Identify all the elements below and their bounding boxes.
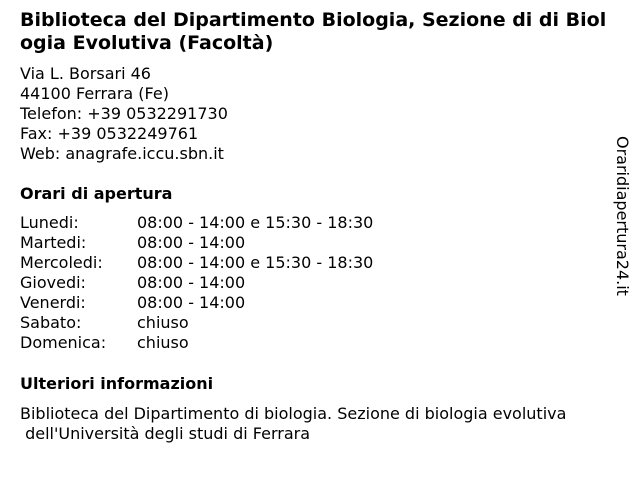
hours-time: chiuso — [137, 313, 189, 332]
hours-day: Giovedi: — [20, 273, 86, 292]
hours-day: Martedi: — [20, 233, 87, 252]
web-line: Web: anagrafe.iccu.sbn.it — [20, 144, 224, 163]
hours-day: Domenica: — [20, 333, 107, 352]
contact-block — [20, 64, 228, 164]
city-line: 44100 Ferrara (Fe) — [20, 84, 169, 103]
hours-heading: Orari di apertura — [20, 184, 173, 203]
hours-time: 08:00 - 14:00 e 15:30 - 18:30 — [137, 213, 374, 232]
hours-time: 08:00 - 14:00 — [137, 293, 246, 312]
phone-line: Telefon: +39 0532291730 — [20, 104, 228, 123]
info-text: Biblioteca del Dipartimento di biologia. Sezione di biologia evolutiva dell'Università degli studi di Ferrara — [20, 404, 567, 443]
address-line: Via L. Borsari 46 — [20, 64, 151, 83]
side-brand-text: Oraridiapertura24.it — [613, 136, 632, 296]
hours-time: 08:00 - 14:00 — [137, 233, 246, 252]
side-brand-container — [612, 136, 632, 312]
hours-day: Sabato: — [20, 313, 82, 332]
page-title: Biblioteca del Dipartimento Biologia, Sezione di di Biologia Evolutiva (Facoltà) — [20, 9, 607, 54]
hours-time: chiuso — [137, 333, 189, 352]
fax-line: Fax: +39 0532249761 — [20, 124, 199, 143]
hours-day: Venerdi: — [20, 293, 86, 312]
hours-time: 08:00 - 14:00 e 15:30 - 18:30 — [137, 253, 374, 272]
hours-time: 08:00 - 14:00 — [137, 273, 246, 292]
hours-day: Mercoledi: — [20, 253, 103, 272]
hours-day: Lunedi: — [20, 213, 79, 232]
info-heading: Ulteriori informazioni — [20, 374, 214, 393]
